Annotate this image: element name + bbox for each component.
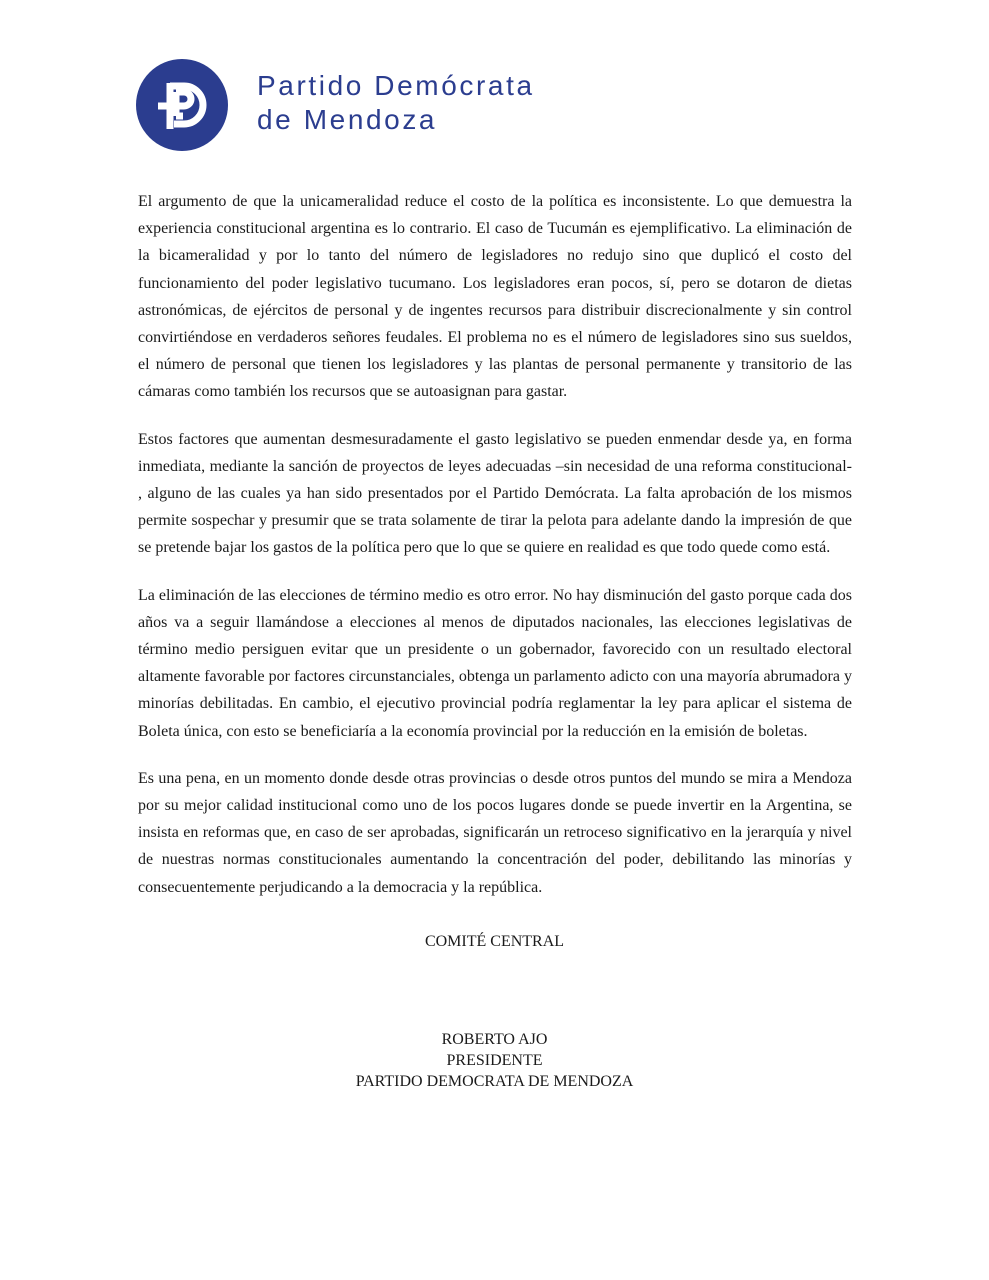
signer-organization: PARTIDO DEMOCRATA DE MENDOZA — [355, 1073, 634, 1090]
paragraph: El argumento de que la unicameralidad reduce el costo de la política es inconsistente. Lo que demuestra la experiencia constitucional argentina es lo contrario. El caso de Tucumán es ejemplificativo. La eliminación de la bicameralidad y por lo tanto del número de legisladores no redujo sino que duplicó el costo del funcionamiento del poder legislativo tucumano. Los legisladores eran pocos, sí, pero se dotaron de dietas astronómicas, de ejércitos de personal y de ingentes recursos para distribuir discrecionalmente y sin control convirtiéndose en verdaderos señores feudales. El problema no es el número de legisladores sino sus sueldos, el número de personal que tienen los legisladores y las plantas de personal permanente y transitorio de las cámaras como también los recursos que se autoasignan para gastar. — [138, 193, 852, 401]
letter-body — [138, 188, 852, 921]
organization-name — [257, 69, 535, 137]
signer-name: ROBERTO AJO — [441, 1031, 548, 1048]
signer-role: PRESIDENTE — [446, 1052, 543, 1069]
organization-name-line2: de Mendoza — [257, 104, 438, 135]
organization-name-line1: Partido Demócrata — [257, 70, 535, 101]
paragraph: Estos factores que aumentan desmesuradamente el gasto legislativo se pueden enmendar desde ya, en forma inmediata, mediante la sanción de proyectos de leyes adecuadas –sin necesidad de una reforma constitucional- , alguno de las cuales ya han sido presentados por el Partido Demócrata. La falta aprobación de los mismos permite sospechar y presumir que se trata solamente de tirar la pelota para adelante dando la impresión de que se pretende bajar los gastos de la política pero que lo que se quiere en realidad es que todo quede como está. — [138, 430, 852, 557]
paragraph: La eliminación de las elecciones de término medio es otro error. No hay disminución del gasto porque cada dos años va a seguir llamándose a elecciones al menos de diputados nacionales, las elecciones legislativas de término medio persiguen evitar que un presidente o un gobernador, favorecido con un resultado electoral altamente favorable por factores circunstanciales, obtenga un parlamento adicto con una mayoría abrumadora y minorías debilitadas. En cambio, el ejecutivo provincial podría reglamentar la ley para aplicar el sistema de Boleta única, con esto se beneficiaría a la economía provincial por la reducción en la emisión de boletas. — [138, 586, 852, 740]
pd-monogram-circle-icon — [136, 59, 228, 151]
paragraph: Es una pena, en un momento donde desde otras provincias o desde otros puntos del mundo se mira a Mendoza por su mejor calidad institucional como uno de los pocos lugares donde se puede invertir en la Argentina, se insista en reformas que, en caso de ser aprobadas, significarán un retroceso significativo en la jerarquía y nivel de nuestras normas constitucionales aumentando la concentración del poder, debilitando las minorías y consecuentemente perjudicando a la democracia y la república. — [138, 769, 852, 896]
signature-block — [0, 1029, 989, 1092]
committee-label: COMITÉ CENTRAL — [424, 933, 565, 950]
letterhead — [136, 57, 736, 151]
